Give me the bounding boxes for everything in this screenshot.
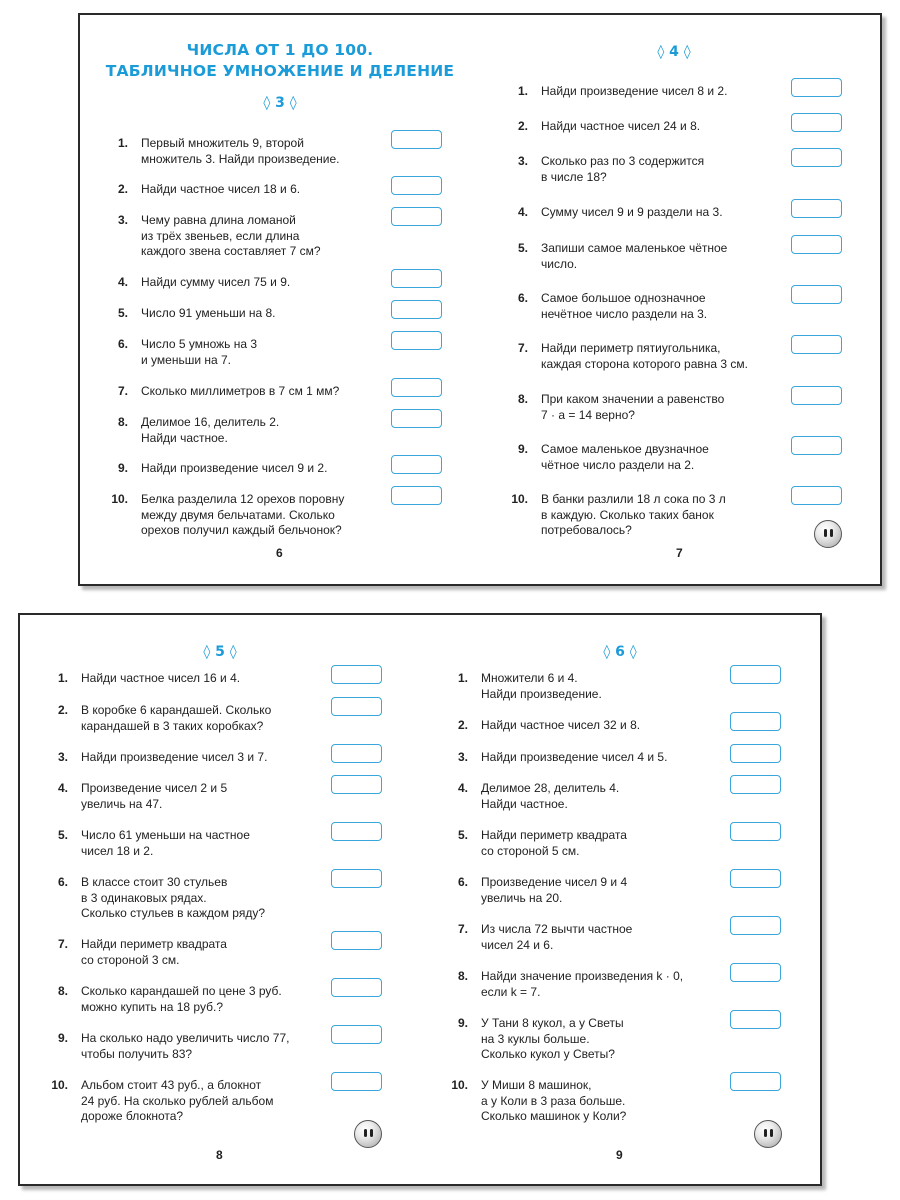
task-text	[141, 384, 339, 400]
task-text-line: Найди произведение чисел 4 и 5.	[481, 750, 668, 764]
task-number: 10.	[451, 1078, 468, 1092]
task-text	[141, 461, 327, 477]
task-item	[80, 492, 480, 537]
task-number: 2.	[57, 703, 68, 717]
task-text	[481, 875, 627, 906]
task-text-line: увеличь на 47.	[81, 796, 163, 811]
task-text	[481, 828, 627, 859]
task-number: 9.	[457, 1016, 468, 1030]
task-number: 7.	[57, 937, 68, 951]
task-text-line: каждая сторона которого равна 3 см.	[541, 356, 748, 371]
task-item	[480, 84, 880, 98]
task-text-line: Число 5 умножь на 3	[141, 337, 258, 351]
task-text	[541, 241, 727, 272]
task-text	[141, 492, 344, 539]
task-text-line: Найди частное чисел 16 и 4.	[81, 671, 241, 685]
task-number: 9.	[57, 1031, 68, 1045]
task-text-line: Сколько миллиметров в 7 см 1 мм?	[141, 384, 340, 398]
task-item	[420, 922, 820, 952]
task-item	[20, 1078, 420, 1123]
task-number: 10.	[511, 492, 528, 506]
task-item	[420, 828, 820, 858]
task-item	[480, 291, 880, 321]
answer-box[interactable]	[730, 712, 781, 731]
task-text	[481, 922, 632, 953]
task-text-line: чётное число раздели на 2.	[541, 457, 695, 472]
task-number: 6.	[57, 875, 68, 889]
task-text-line: Сколько стульев в каждом ряду?	[81, 906, 266, 920]
answer-box[interactable]	[791, 386, 842, 405]
task-item	[20, 875, 420, 920]
section-heading: ◊ 4 ◊	[657, 44, 691, 60]
task-text-line: и уменьши на 7.	[141, 352, 232, 367]
task-item	[480, 241, 880, 271]
task-text	[541, 84, 727, 100]
task-number: 8.	[457, 969, 468, 983]
task-text-line: Найди частное.	[141, 430, 228, 445]
answer-box[interactable]	[791, 113, 842, 132]
task-number: 2.	[457, 718, 468, 732]
task-text-line: Из числа 72 вычти частное	[481, 922, 633, 936]
page-9	[420, 615, 820, 1184]
task-text-line: Множители 6 и 4.	[481, 671, 578, 685]
task-item	[20, 937, 420, 967]
task-number: 6.	[457, 875, 468, 889]
task-text-line: со стороной 5 см.	[481, 843, 580, 858]
page-number: 7	[676, 546, 683, 560]
task-number: 7.	[457, 922, 468, 936]
task-number: 10.	[51, 1078, 68, 1092]
task-text-line: Сколько раз по 3 содержится	[541, 154, 705, 168]
task-text	[481, 1016, 624, 1063]
task-number: 5.	[457, 828, 468, 842]
task-number: 2.	[117, 182, 128, 196]
task-item	[80, 415, 480, 445]
task-item	[480, 154, 880, 184]
answer-box[interactable]	[331, 869, 382, 888]
answer-box[interactable]	[331, 665, 382, 684]
task-number: 4.	[57, 781, 68, 795]
task-text-line: Сумму чисел 9 и 9 раздели на 3.	[541, 205, 723, 219]
answer-box[interactable]	[391, 486, 442, 505]
answer-box[interactable]	[391, 130, 442, 149]
task-text	[541, 442, 709, 473]
task-text	[481, 781, 619, 812]
task-item	[20, 781, 420, 811]
answer-box[interactable]	[391, 409, 442, 428]
answer-box[interactable]	[331, 1025, 382, 1044]
task-text-line: Произведение чисел 9 и 4	[481, 875, 628, 889]
task-text-line: между двумя бельчатами. Сколько	[141, 507, 335, 522]
task-text	[541, 492, 726, 539]
task-text	[81, 671, 240, 687]
task-item	[420, 875, 820, 905]
answer-box[interactable]	[730, 869, 781, 888]
task-item	[80, 213, 480, 258]
task-text-line: Найди периметр пятиугольника,	[541, 341, 721, 355]
task-item	[480, 442, 880, 472]
task-text	[81, 828, 250, 859]
chapter-title	[80, 40, 480, 82]
smiley-face-icon	[354, 1120, 382, 1148]
task-text	[81, 1031, 289, 1062]
task-text-line: каждого звена составляет 7 см?	[141, 244, 321, 258]
answer-box[interactable]	[331, 978, 382, 997]
task-text-line: множитель 3. Найди произведение.	[141, 151, 340, 166]
task-text-line: Найди частное.	[481, 796, 568, 811]
task-text-line: нечётное число раздели на 3.	[541, 306, 708, 321]
task-text-line: Сколько машинок у Коли?	[481, 1109, 627, 1123]
answer-box[interactable]	[730, 1010, 781, 1029]
task-number: 7.	[117, 384, 128, 398]
answer-box[interactable]	[391, 176, 442, 195]
task-text	[481, 671, 602, 702]
task-item	[80, 337, 480, 367]
spread-pages-8-9	[18, 613, 822, 1186]
task-text-line: если k = 7.	[481, 984, 541, 999]
page-number: 6	[276, 546, 283, 560]
task-text-line: Самое большое однозначное	[541, 291, 706, 305]
task-text	[541, 154, 704, 185]
task-text	[81, 750, 267, 766]
task-text-line: Найди произведение чисел 9 и 2.	[141, 461, 328, 475]
task-number: 5.	[117, 306, 128, 320]
task-text-line: Произведение чисел 2 и 5	[81, 781, 228, 795]
task-text-line: число.	[541, 256, 578, 271]
task-text-line: Белка разделила 12 орехов поровну	[141, 492, 345, 506]
task-text-line: в каждую. Сколько таких банок	[541, 507, 714, 522]
answer-box[interactable]	[791, 436, 842, 455]
answer-box[interactable]	[391, 269, 442, 288]
task-text-line: 7 · a = 14 верно?	[541, 407, 635, 422]
task-item	[480, 492, 880, 537]
page-7	[480, 15, 880, 584]
answer-box[interactable]	[391, 455, 442, 474]
task-number: 3.	[517, 154, 528, 168]
task-number: 4.	[117, 275, 128, 289]
task-text-line: Чему равна длина ломаной	[141, 213, 296, 227]
task-text	[81, 984, 282, 1015]
task-text	[481, 718, 640, 734]
chapter-title-line-2: ТАБЛИЧНОЕ УМНОЖЕНИЕ И ДЕЛЕНИЕ	[105, 62, 455, 80]
task-text	[141, 182, 300, 198]
task-number: 6.	[517, 291, 528, 305]
answer-box[interactable]	[791, 199, 842, 218]
task-text	[141, 415, 279, 446]
task-text	[481, 969, 683, 1000]
task-item	[20, 828, 420, 858]
task-text	[541, 341, 748, 372]
task-text-line: Запиши самое маленькое чётное	[541, 241, 728, 255]
task-text-line: Найди значение произведения k · 0,	[481, 969, 684, 983]
answer-box[interactable]	[730, 665, 781, 684]
task-text-line: Сколько кукол у Светы?	[481, 1047, 615, 1061]
answer-box[interactable]	[730, 963, 781, 982]
answer-box[interactable]	[730, 916, 781, 935]
page-number: 9	[616, 1148, 623, 1162]
task-text-line: в числе 18?	[541, 169, 607, 184]
task-text-line: Самое маленькое двузначное	[541, 442, 709, 456]
smiley-face-icon	[754, 1120, 782, 1148]
task-text-line: Найди сумму чисел 75 и 9.	[141, 275, 291, 289]
section-heading: ◊ 3 ◊	[263, 95, 297, 111]
task-text-line: Найди произведение чисел 3 и 7.	[81, 750, 268, 764]
task-text-line: орехов получил каждый бельчонок?	[141, 523, 342, 537]
task-item	[20, 1031, 420, 1061]
task-number: 8.	[57, 984, 68, 998]
task-item	[80, 461, 480, 475]
task-item	[420, 718, 820, 732]
task-number: 1.	[517, 84, 528, 98]
task-number: 5.	[57, 828, 68, 842]
task-text-line: карандашей в 3 таких коробках?	[81, 718, 264, 733]
task-text	[541, 205, 723, 221]
task-number: 10.	[111, 492, 128, 506]
task-item	[80, 306, 480, 320]
task-number: 6.	[117, 337, 128, 351]
task-number: 2.	[517, 119, 528, 133]
task-item	[480, 392, 880, 422]
task-text	[81, 875, 265, 922]
task-number: 3.	[117, 213, 128, 227]
task-text-line: со стороной 3 см.	[81, 952, 180, 967]
task-text-line: Найди частное чисел 32 и 8.	[481, 718, 641, 732]
task-text-line: В классе стоит 30 стульев	[81, 875, 228, 889]
section-heading: ◊ 6 ◊	[603, 644, 637, 660]
task-text	[541, 119, 700, 135]
page-6	[80, 15, 480, 584]
task-text-line: Число 61 уменьши на частное	[81, 828, 250, 842]
answer-box[interactable]	[391, 331, 442, 350]
task-text	[141, 213, 321, 260]
task-item	[480, 341, 880, 371]
task-text-line: из трёх звеньев, если длина	[141, 228, 300, 243]
spread-pages-6-7	[78, 13, 882, 586]
task-text-line: Сколько карандашей по цене 3 руб.	[81, 984, 282, 998]
task-text-line: чисел 18 и 2.	[81, 843, 154, 858]
section-heading: ◊ 5 ◊	[203, 644, 237, 660]
task-item	[80, 384, 480, 398]
task-text-line: У Тани 8 кукол, а у Светы	[481, 1016, 624, 1030]
task-text-line: При каком значении a равенство	[541, 392, 725, 406]
smiley-face-icon	[814, 520, 842, 548]
answer-box[interactable]	[331, 744, 382, 763]
answer-box[interactable]	[331, 775, 382, 794]
task-text-line: На сколько надо увеличить число 77,	[81, 1031, 290, 1045]
task-text-line: Найди периметр квадрата	[481, 828, 627, 842]
task-item	[20, 671, 420, 685]
task-item	[80, 136, 480, 166]
chapter-title-line-1: ЧИСЛА ОТ 1 ДО 100.	[186, 41, 374, 59]
task-text	[141, 337, 257, 368]
task-item	[20, 750, 420, 764]
task-text-line: Число 91 уменьши на 8.	[141, 306, 276, 320]
answer-box[interactable]	[791, 148, 842, 167]
task-text	[81, 781, 227, 812]
task-number: 5.	[517, 241, 528, 255]
task-text-line: в 3 одинаковых рядах.	[81, 890, 207, 905]
task-number: 9.	[117, 461, 128, 475]
task-item	[420, 671, 820, 701]
task-item	[80, 182, 480, 196]
task-number: 9.	[517, 442, 528, 456]
task-text-line: Найди частное чисел 24 и 8.	[541, 119, 701, 133]
task-text-line: чтобы получить 83?	[81, 1046, 193, 1061]
answer-box[interactable]	[730, 822, 781, 841]
answer-box[interactable]	[791, 285, 842, 304]
task-number: 1.	[117, 136, 128, 150]
answer-box[interactable]	[730, 1072, 781, 1091]
task-item	[20, 984, 420, 1014]
task-number: 1.	[57, 671, 68, 685]
task-number: 3.	[57, 750, 68, 764]
answer-box[interactable]	[391, 378, 442, 397]
task-text-line: Делимое 28, делитель 4.	[481, 781, 620, 795]
task-text-line: можно купить на 18 руб.?	[81, 999, 223, 1014]
task-item	[420, 750, 820, 764]
task-text-line: 24 руб. На сколько рублей альбом	[81, 1093, 274, 1108]
task-item	[20, 703, 420, 733]
task-text	[141, 306, 276, 322]
answer-box[interactable]	[391, 207, 442, 226]
task-number: 3.	[457, 750, 468, 764]
answer-box[interactable]	[791, 486, 842, 505]
task-text-line: увеличь на 20.	[481, 890, 563, 905]
task-item	[480, 205, 880, 219]
answer-box[interactable]	[791, 335, 842, 354]
task-text-line: Найди частное чисел 18 и 6.	[141, 182, 301, 196]
task-text-line: У Миши 8 машинок,	[481, 1078, 592, 1092]
answer-box[interactable]	[791, 235, 842, 254]
answer-box[interactable]	[730, 775, 781, 794]
answer-box[interactable]	[331, 822, 382, 841]
task-text-line: на 3 куклы больше.	[481, 1031, 590, 1046]
task-text-line: Найди произведение.	[481, 686, 602, 701]
answer-box[interactable]	[391, 300, 442, 319]
task-item	[420, 969, 820, 999]
answer-box[interactable]	[730, 744, 781, 763]
answer-box[interactable]	[331, 1072, 382, 1091]
task-text-line: Первый множитель 9, второй	[141, 136, 304, 150]
task-text	[541, 392, 724, 423]
task-text	[541, 291, 707, 322]
task-item	[420, 1078, 820, 1123]
task-item	[420, 781, 820, 811]
task-text-line: потребовалось?	[541, 523, 632, 537]
answer-box[interactable]	[331, 697, 382, 716]
task-item	[480, 119, 880, 133]
page-number: 8	[216, 1148, 223, 1162]
task-text	[481, 750, 667, 766]
task-text	[81, 1078, 273, 1125]
task-text	[481, 1078, 626, 1125]
task-text-line: В банки разлили 18 л сока по 3 л	[541, 492, 726, 506]
task-text	[141, 136, 340, 167]
answer-box[interactable]	[791, 78, 842, 97]
task-text-line: Найди произведение чисел 8 и 2.	[541, 84, 728, 98]
task-text	[81, 703, 271, 734]
task-text	[141, 275, 290, 291]
task-text-line: Делимое 16, делитель 2.	[141, 415, 280, 429]
answer-box[interactable]	[331, 931, 382, 950]
task-text-line: а у Коли в 3 раза больше.	[481, 1093, 626, 1108]
page-8	[20, 615, 420, 1184]
task-number: 8.	[517, 392, 528, 406]
task-number: 4.	[457, 781, 468, 795]
task-text-line: чисел 24 и 6.	[481, 937, 554, 952]
task-text-line: Альбом стоит 43 руб., а блокнот	[81, 1078, 262, 1092]
task-item	[80, 275, 480, 289]
task-text-line: дороже блокнота?	[81, 1109, 184, 1123]
task-number: 8.	[117, 415, 128, 429]
task-number: 4.	[517, 205, 528, 219]
task-item	[420, 1016, 820, 1061]
task-number: 1.	[457, 671, 468, 685]
task-number: 7.	[517, 341, 528, 355]
task-text	[81, 937, 227, 968]
task-text-line: Найди периметр квадрата	[81, 937, 227, 951]
task-text-line: В коробке 6 карандашей. Сколько	[81, 703, 272, 717]
